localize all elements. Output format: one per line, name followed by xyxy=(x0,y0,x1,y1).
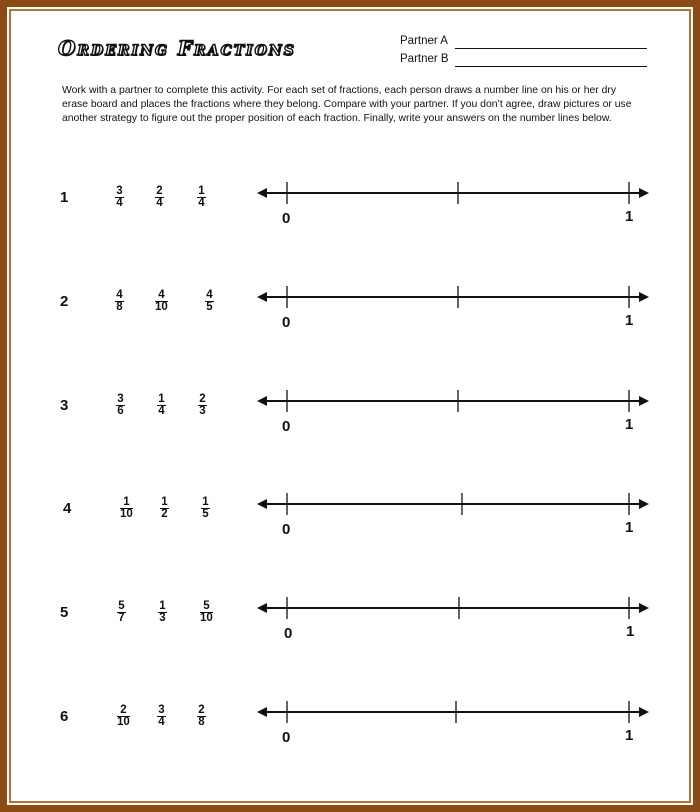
fraction: 4 8 xyxy=(116,289,123,313)
fraction: 3 6 xyxy=(117,393,124,417)
fraction: 5 7 xyxy=(118,600,125,624)
problem-number: 3 xyxy=(60,397,69,414)
number-line[interactable] xyxy=(255,388,655,418)
fraction: 1 4 xyxy=(158,393,165,417)
partner-b-name-line[interactable] xyxy=(455,66,647,67)
number-line-start-label: 0 xyxy=(282,210,291,227)
number-line-start-label: 0 xyxy=(284,625,293,642)
problem-number: 6 xyxy=(60,708,69,725)
number-line-end-label: 1 xyxy=(625,727,634,744)
fraction: 1 3 xyxy=(159,600,166,624)
partner-a-name-line[interactable] xyxy=(455,48,647,49)
number-line-end-label: 1 xyxy=(625,519,634,536)
fraction: 3 4 xyxy=(158,704,165,728)
fraction: 4 10 xyxy=(155,289,168,313)
number-line-end-label: 1 xyxy=(625,416,634,433)
problem-row xyxy=(0,705,700,765)
number-line[interactable] xyxy=(255,491,655,521)
number-line-start-label: 0 xyxy=(282,418,291,435)
fraction: 2 8 xyxy=(198,704,205,728)
problem-row xyxy=(0,290,700,350)
fraction: 1 4 xyxy=(198,185,205,209)
fraction: 4 5 xyxy=(206,289,213,313)
number-line-end-label: 1 xyxy=(625,312,634,329)
problem-row xyxy=(0,497,700,557)
fraction: 2 10 xyxy=(117,704,130,728)
number-line-start-label: 0 xyxy=(282,729,291,746)
fraction: 1 10 xyxy=(120,496,133,520)
fraction: 5 10 xyxy=(200,600,213,624)
instructions-text: Work with a partner to complete this activity. For each set of fractions, each person draws a number line on his or her dry erase board and places the fractions where they belong. Compare with your partner. If you don’t agree, draw pictures or use another strategy to figure out the proper position of each fraction. Finally, write your answers on the number lines below. xyxy=(62,85,632,124)
partner-a-label: Partner A xyxy=(400,35,448,47)
number-line[interactable] xyxy=(255,180,655,210)
number-line-start-label: 0 xyxy=(282,314,291,331)
problem-number: 1 xyxy=(60,189,69,206)
problem-number: 5 xyxy=(60,604,69,621)
partner-b-field[interactable] xyxy=(400,53,449,65)
fraction: 2 4 xyxy=(156,185,163,209)
problem-number: 4 xyxy=(63,500,72,517)
worksheet-title: Ordering Fractions xyxy=(58,36,296,60)
problem-number: 2 xyxy=(60,293,69,310)
number-line[interactable] xyxy=(255,699,655,729)
fraction: 1 2 xyxy=(161,496,168,520)
number-line-end-label: 1 xyxy=(626,623,635,640)
problem-row xyxy=(0,394,700,454)
partner-a-field[interactable] xyxy=(400,35,448,47)
fraction: 2 3 xyxy=(199,393,206,417)
number-line-end-label: 1 xyxy=(625,208,634,225)
problem-row xyxy=(0,601,700,661)
number-line[interactable] xyxy=(255,595,655,625)
number-line-start-label: 0 xyxy=(282,521,291,538)
number-line[interactable] xyxy=(255,284,655,314)
fraction: 1 5 xyxy=(202,496,209,520)
partner-b-label: Partner B xyxy=(400,53,449,65)
fraction: 3 4 xyxy=(116,185,123,209)
problem-row xyxy=(0,186,700,246)
